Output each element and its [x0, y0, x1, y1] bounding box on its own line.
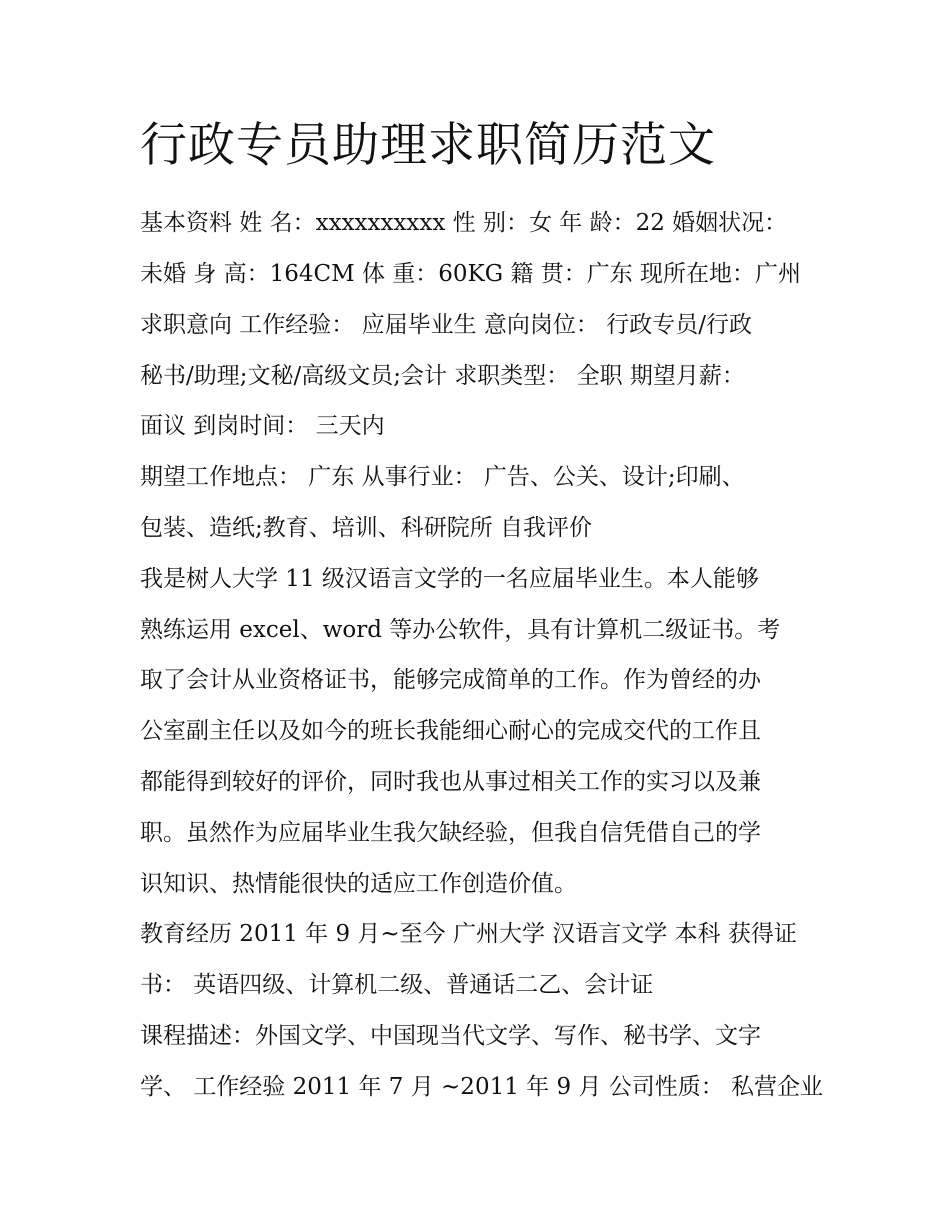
text-line-11: 公室副主任以及如今的班长我能细心耐心的完成交代的工作且 — [140, 718, 761, 744]
text-line-15: 教育经历 2011 年 9 月~至今 广州大学 汉语言文学 本科 获得证 — [140, 921, 797, 947]
text-line-18: 学、 工作经验 2011 年 7 月 ~2011 年 9 月 公司性质： 私营企业 — [140, 1074, 824, 1100]
text-line-16: 书： 英语四级、计算机二级、普通话二乙、会计证 — [140, 972, 654, 998]
text-line-1: 基本资料 姓 名：xxxxxxxxxx 性 别：女 年 龄：22 婚姻状况： — [140, 210, 788, 236]
text-line-4: 秘书/助理;文秘/高级文员;会计 求职类型： 全职 期望月薪： — [140, 363, 745, 389]
text-line-12: 都能得到较好的评价，同时我也从事过相关工作的实习以及兼 — [140, 769, 761, 795]
document-title: 行政专员助理求职简历范文 — [140, 118, 716, 173]
text-line-5: 面议 到岗时间： 三天内 — [140, 413, 385, 439]
text-line-10: 取了会计从业资格证书，能够完成简单的工作。作为曾经的办 — [140, 667, 761, 693]
text-line-2: 未婚 身 高：164CM 体 重：60KG 籍 贯：广东 现所在地：广州 — [140, 261, 802, 287]
text-line-13: 职。虽然作为应届毕业生我欠缺经验，但我自信凭借自己的学 — [140, 820, 761, 846]
text-line-7: 包装、造纸;教育、培训、科研院所 自我评价 — [140, 515, 593, 541]
text-line-9: 熟练运用 excel、word 等办公软件，具有计算机二级证书。考 — [140, 617, 781, 643]
text-line-6: 期望工作地点： 广东 从事行业： 广告、公关、设计;印刷、 — [140, 464, 745, 490]
text-line-3: 求职意向 工作经验： 应届毕业生 意向岗位： 行政专员/行政 — [140, 312, 752, 338]
text-line-8: 我是树人大学 11 级汉语言文学的一名应届毕业生。本人能够 — [140, 566, 759, 592]
text-line-14: 识知识、热情能很快的适应工作创造价值。 — [140, 871, 577, 897]
text-line-17: 课程描述：外国文学、中国现当代文学、写作、秘书学、文字 — [140, 1023, 761, 1049]
